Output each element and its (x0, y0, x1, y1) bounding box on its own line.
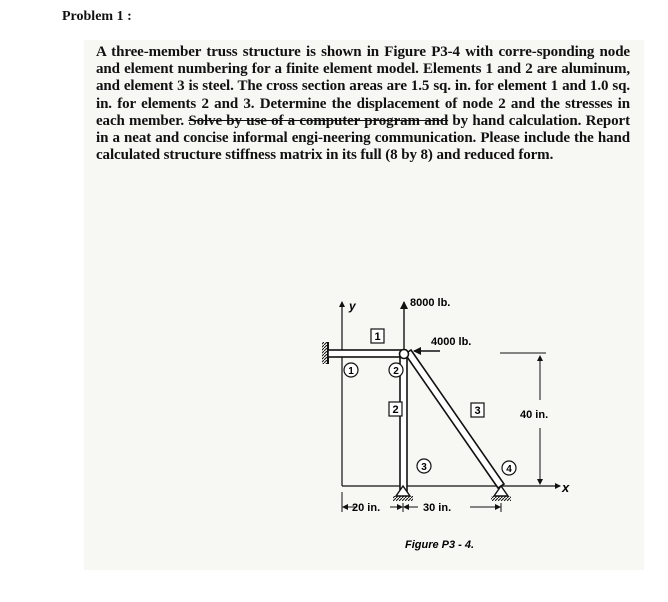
element-1-bar (328, 350, 406, 357)
node-3-label (417, 459, 431, 473)
node-3-pin-support (393, 486, 413, 501)
wall-support (322, 342, 328, 364)
problem-text-part1: A three-member truss structure is shown in Figure P3-4 with corre-sponding node and element numbering for a finite element model. Elements 1 and 2 are aluminum, and element 3 is steel. The cross section areas are 1.5 sq. in. for element 1 and 1.0 sq. in. for elements 2 and 3. Determine the displacement of node 2 and the stresses in each member. (96, 44, 630, 129)
y-axis-label: y (349, 299, 356, 313)
element-2-label (389, 402, 402, 416)
node-2-joint (400, 350, 409, 359)
problem-text-struck: Solve by use of a computer program and (188, 112, 449, 129)
dimension-right (404, 503, 501, 512)
x-axis-label: x (562, 480, 570, 495)
element-3-label (471, 403, 484, 417)
problem-text-part2: by hand calculation. Report in a neat and concise informal engi-neering communication. Please include the hand calculated structure stiffness matrix in its full (8 by 8) and reduced form. (96, 112, 630, 164)
svg-text:1: 1 (374, 331, 381, 343)
svg-text:2: 2 (393, 366, 399, 377)
svg-text:3: 3 (421, 462, 427, 473)
problem-heading: Problem 1 : (62, 9, 132, 24)
svg-text:4: 4 (506, 464, 512, 475)
svg-text:2: 2 (392, 404, 399, 416)
node-1-label (344, 363, 358, 377)
load-vertical-label: 8000 lb. (410, 297, 451, 309)
svg-text:3: 3 (474, 405, 481, 417)
figure-caption: Figure P3 - 4. (405, 539, 475, 551)
node-4-pin-support (491, 486, 511, 501)
element-2-bar (400, 357, 407, 491)
dimension-right-label: 30 in. (423, 502, 452, 514)
dimension-left-label: 20 in. (352, 502, 381, 514)
node-4-label (502, 461, 516, 475)
dimension-height-label: 40 in. (520, 409, 549, 421)
element-1-label (371, 329, 384, 343)
node-2-label (389, 363, 403, 377)
svg-text:1: 1 (348, 366, 354, 377)
load-horizontal-label: 4000 lb. (431, 336, 472, 348)
